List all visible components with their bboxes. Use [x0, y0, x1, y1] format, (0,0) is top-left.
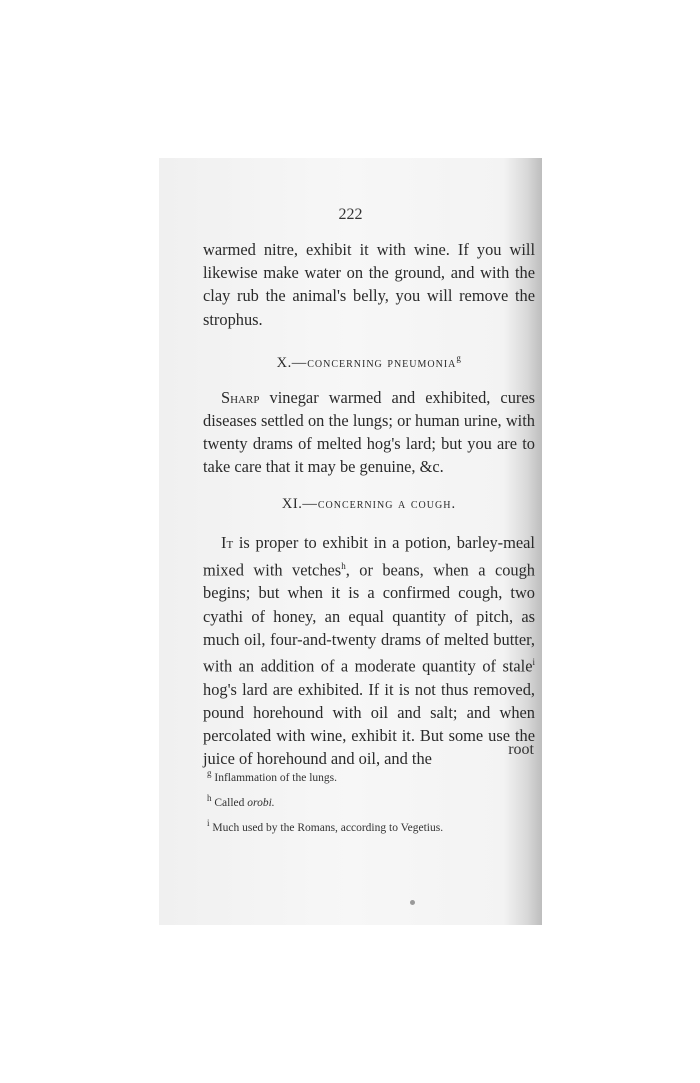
- section-xi-title: —concerning a cough.: [302, 496, 457, 513]
- footnote-g: $^g$ Inflammation of the lungs.: [207, 768, 338, 784]
- footnotes: [207, 763, 527, 837]
- section-xi-paragraph: [203, 531, 535, 770]
- footnote-marker-i: i: [532, 656, 535, 667]
- catchword: root: [508, 741, 534, 758]
- section-xi-body-1: is proper to exhibit in a potion, barley-meal mixed with vetches: [203, 533, 535, 580]
- footnote-marker-g: g: [456, 352, 462, 363]
- section-xi-body-3: hog's lard are exhibited. If it is not thus removed, pound horehound with oil and salt; and when percolated with wine, exhibit it. But some use the juice of horehound and oil, and the: [203, 679, 535, 769]
- intro-paragraph: warmed nitre, exhibit it with wine. If you will likewise make water on the ground, and with the clay rub the animal's belly, you will remove the strophus.: [203, 240, 535, 329]
- main-text-column: [203, 238, 535, 770]
- ink-spot: [410, 900, 415, 905]
- section-x-paragraph: [203, 386, 535, 479]
- section-x-body: vinegar warmed and exhibited, cures diseases settled on the lungs; or human urine, with twenty drams of melted hog's lard; but you are to take care that it may be genuine, &c.: [203, 387, 535, 477]
- book-page: [159, 158, 542, 925]
- page-number: 222: [338, 206, 363, 223]
- section-x-title: —concerning pneumonia: [291, 354, 457, 371]
- section-xi-numeral: XI.: [281, 496, 303, 513]
- section-xi-heading: [203, 496, 535, 513]
- section-xi-dropcap: It: [221, 533, 234, 553]
- footnote-i: $^i$ Much used by the Romans, according to Vegetius.: [207, 817, 444, 834]
- section-x-heading: [203, 353, 535, 372]
- footnote-marker-h: h: [341, 560, 346, 571]
- section-x-dropcap: Sharp: [221, 387, 260, 407]
- footnote-h: $^h$ Called orobi.: [207, 792, 275, 809]
- section-xi-body-2: , or beans, when a cough begins; but when it is a confirmed cough, two cyathi of honey, an equal quantity of pitch, as much oil, four-and-twenty drams of melted butter, with an addition of a moderate quantity of stale: [203, 560, 535, 676]
- section-x-numeral: X.: [276, 354, 292, 371]
